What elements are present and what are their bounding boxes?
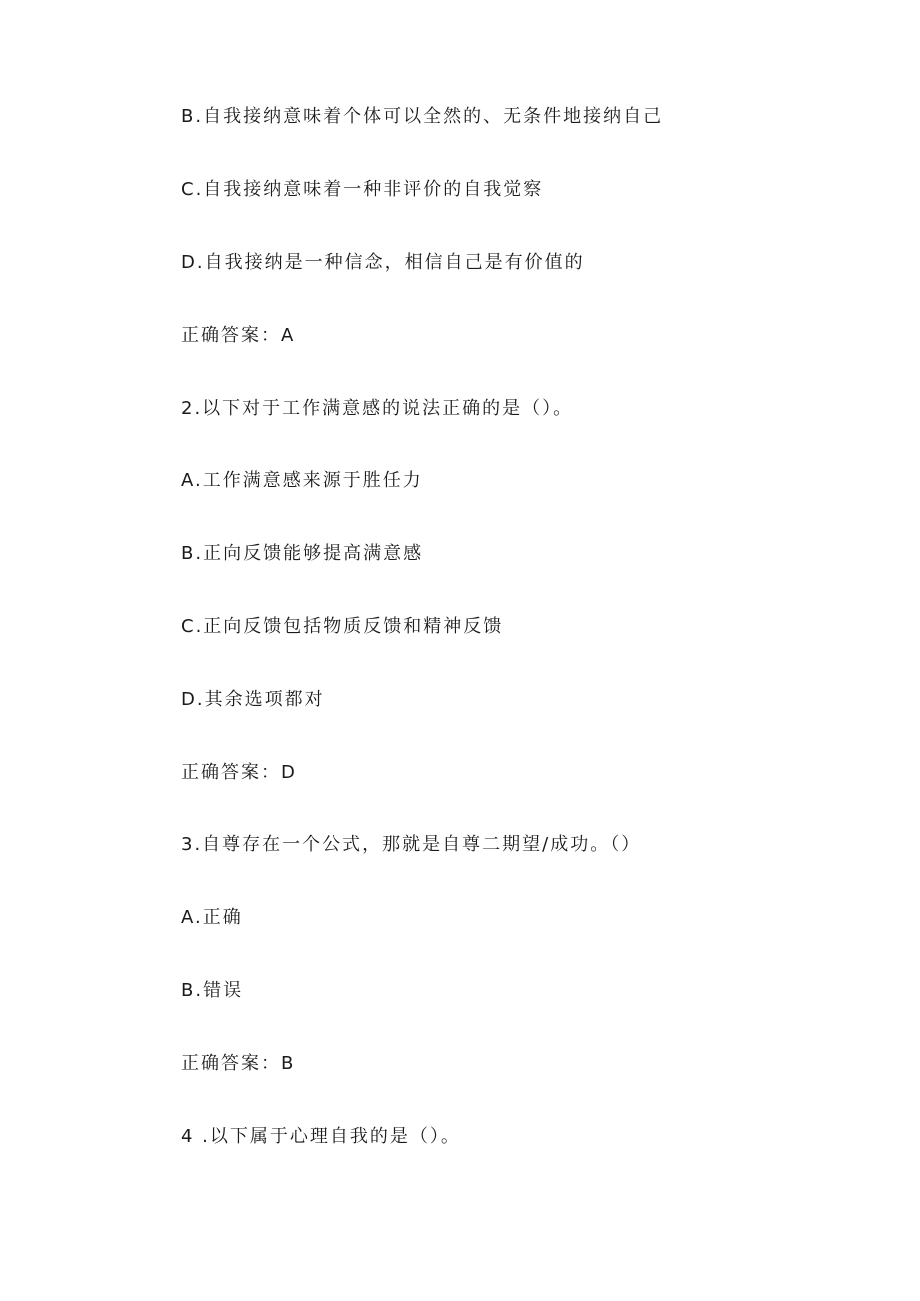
option-1d: D.自我接纳是一种信念，相信自己是有价值的 — [181, 252, 585, 273]
option-3b: B.错误 — [181, 980, 244, 1001]
option-2b: B.正向反馈能够提高满意感 — [181, 543, 424, 564]
option-3a: A.正确 — [181, 907, 243, 928]
answer-3: 正确答案：B — [181, 1053, 296, 1074]
option-2a: A.工作满意感来源于胜任力 — [181, 470, 423, 491]
option-1c: C.自我接纳意味着一种非评价的自我觉察 — [181, 179, 544, 200]
question-4: 4 .以下属于心理自我的是（）。 — [181, 1126, 461, 1147]
answer-1: 正确答案：A — [181, 325, 296, 346]
option-1b: B.自我接纳意味着个体可以全然的、无条件地接纳自己 — [181, 106, 664, 127]
question-2: 2.以下对于工作满意感的说法正确的是（）。 — [181, 398, 574, 419]
option-2d: D.其余选项都对 — [181, 689, 325, 710]
answer-2: 正确答案：D — [181, 762, 297, 783]
question-3: 3.自尊存在一个公式，那就是自尊二期望/成功。（） — [181, 834, 642, 855]
option-2c: C.正向反馈包括物质反馈和精神反馈 — [181, 616, 504, 637]
